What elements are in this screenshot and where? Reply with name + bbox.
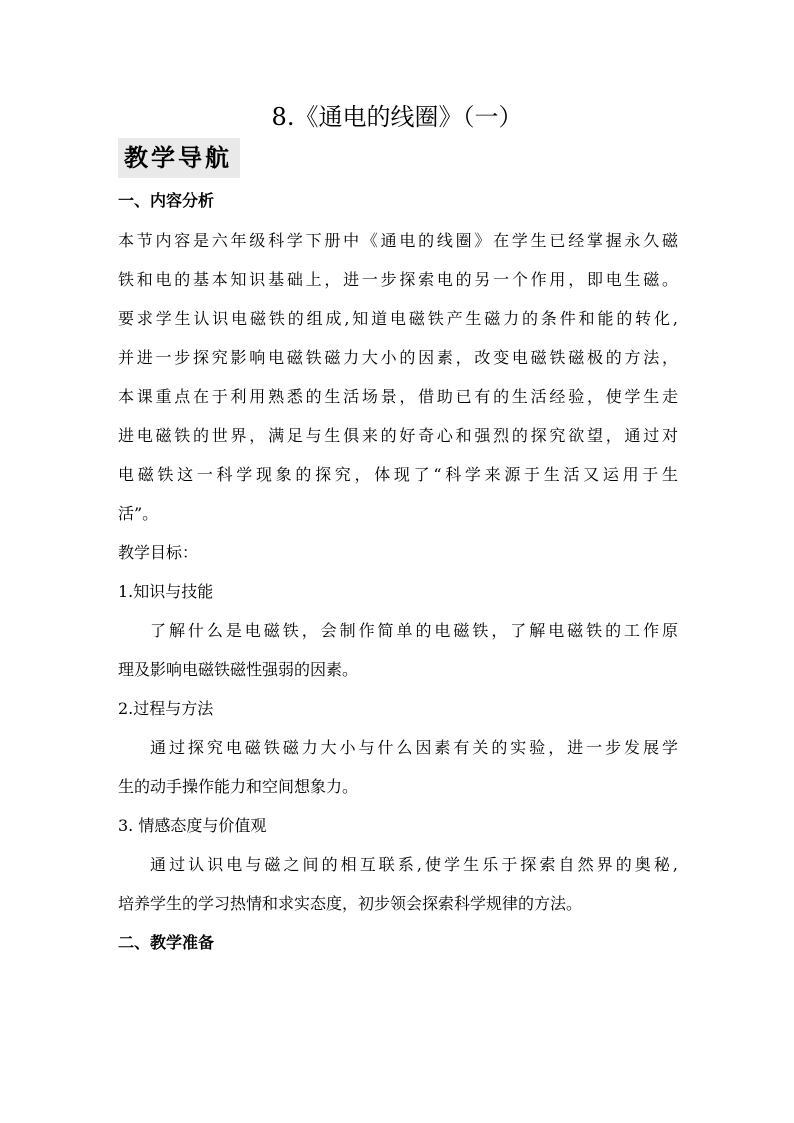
paragraph-line: 并进一步探究影响电磁铁磁力大小的因素，改变电磁铁磁极的方法， [118,348,678,367]
lesson-title: 8.《通电的线圈》（一） [271,103,523,131]
objective-line: 培养学生的学习热情和求实态度，初步领会探索科学规律的方法。 [118,894,583,913]
objective-line: 理及影响电磁铁磁性强弱的因素。 [118,660,359,679]
paragraph-line: 本课重点在于利用熟悉的生活场景，借助已有的生活经验，使学生走 [118,387,678,406]
paragraph-line: 电磁铁这一科学现象的探究，体现了“科学来源于生活又运用于生 [118,465,678,484]
objective-line: 生的动手操作能力和空间想象力。 [118,777,359,796]
section-heading-content-analysis: 一、内容分析 [118,191,215,210]
objective-line: 通过探究电磁铁磁力大小与什么因素有关的实验，进一步发展学 [150,738,678,757]
objective-heading-attitude: 3. 情感态度与价值观 [118,816,267,835]
objective-line: 了解什么是电磁铁，会制作简单的电磁铁，了解电磁铁的工作原 [150,621,678,640]
paragraph-line: 进电磁铁的世界，满足与生俱来的好奇心和强烈的探究欲望，通过对 [118,426,678,445]
paragraph-line: 要求学生认识电磁铁的组成,知道电磁铁产生磁力的条件和能的转化, [118,309,678,328]
objectives-label: 教学目标： [118,543,199,562]
paragraph-line: 铁和电的基本知识基础上，进一步探索电的另一个作用，即电生磁。 [118,270,678,289]
objective-line: 通过认识电与磁之间的相互联系,使学生乐于探索自然界的奥秘, [150,855,678,874]
paragraph-line: 本节内容是六年级科学下册中《通电的线圈》在学生已经掌握永久磁 [118,231,678,250]
section-heading-preparation: 二、教学准备 [118,933,215,952]
teaching-guide-banner: 教学导航 [118,138,240,178]
paragraph-line: 活”。 [118,504,159,523]
objective-heading-knowledge: 1.知识与技能 [118,582,214,601]
objective-heading-process: 2.过程与方法 [118,699,214,718]
